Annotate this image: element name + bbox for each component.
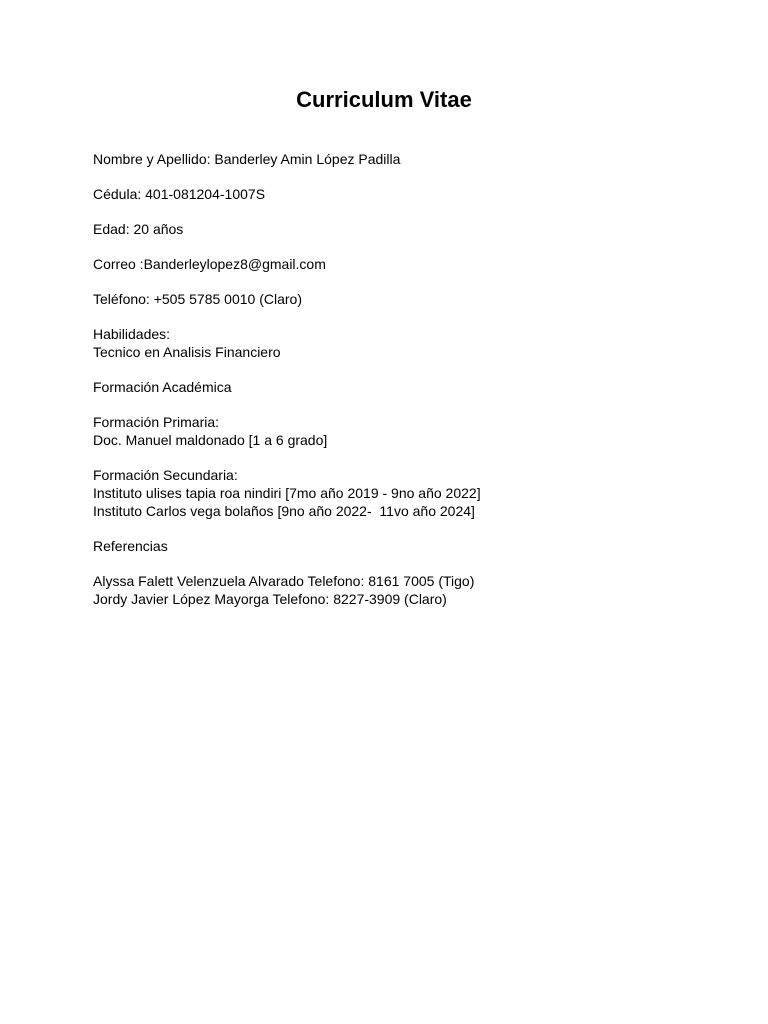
secondary-education-item: Instituto ulises tapia roa nindiri [7mo año 2019 - 9no año 2022] (93, 485, 481, 501)
reference-item: Jordy Javier López Mayorga Telefono: 8227-3909 (Claro) (93, 591, 447, 607)
references-heading: Referencias (93, 538, 168, 554)
cv-content (93, 150, 693, 608)
secondary-education-item: Instituto Carlos vega bolaños [9no año 2022- 11vo año 2024] (93, 503, 475, 519)
cedula-line: Cédula: 401-081204-1007S (93, 186, 266, 202)
skills-heading: Habilidades: (93, 326, 171, 342)
reference-item: Alyssa Falett Velenzuela Alvarado Telefono: 8161 7005 (Tigo) (93, 573, 475, 589)
page-title: Curriculum Vitae (296, 87, 472, 112)
correo-line: Correo :Banderleylopez8@gmail.com (93, 256, 326, 272)
telefono-line: Teléfono: +505 5785 0010 (Claro) (93, 291, 302, 307)
skills-item: Tecnico en Analisis Financiero (93, 344, 281, 360)
name-line: Nombre y Apellido: Banderley Amin López Padilla (93, 151, 401, 167)
secondary-education-heading: Formación Secundaria: (93, 467, 238, 483)
education-heading: Formación Académica (93, 379, 232, 395)
primary-education-heading: Formación Primaria: (93, 414, 220, 430)
primary-education-item: Doc. Manuel maldonado [1 a 6 grado] (93, 432, 328, 448)
edad-line: Edad: 20 años (93, 221, 184, 237)
